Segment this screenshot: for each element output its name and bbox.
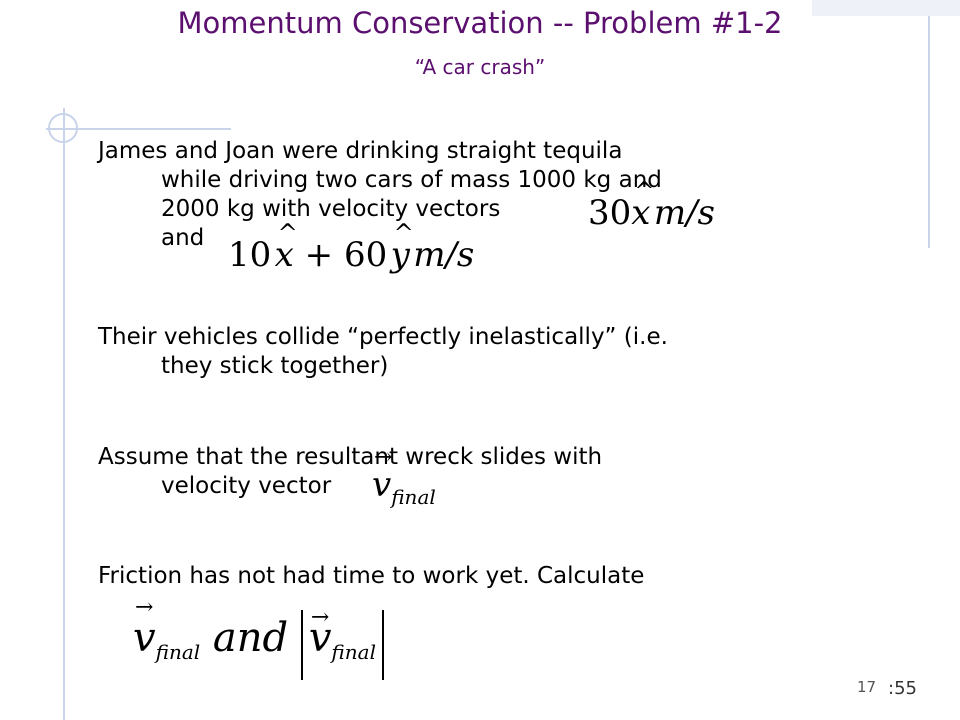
equation-velocity-2: 10 ^ x + 60 ^ y m/s bbox=[228, 235, 474, 275]
equation-calculate: → $v_{final}$ and → $v_{final}$ bbox=[133, 610, 384, 680]
timer-label: :55 bbox=[888, 678, 917, 699]
equation-velocity-1: 30^ x m/s bbox=[588, 193, 715, 233]
slide-title: Momentum Conservation -- Problem #1-2 bbox=[177, 6, 783, 40]
p1-line2: while driving two cars of mass 1000 kg and bbox=[161, 167, 662, 193]
decor-ring-icon bbox=[48, 113, 78, 143]
equation-v-final: → $v_{final}$ bbox=[372, 465, 436, 509]
p4-line1: Friction has not had time to work yet. Calculate bbox=[98, 563, 645, 589]
p1-line3: 2000 kg with velocity vectors bbox=[161, 196, 501, 222]
paragraph-collision bbox=[98, 323, 668, 381]
slide-subtitle: “A car crash” bbox=[414, 55, 546, 79]
p2-line2: they stick together) bbox=[161, 353, 389, 379]
paragraph-assumption bbox=[98, 443, 602, 501]
p3-line1: Assume that the resultant wreck slides with bbox=[98, 444, 603, 470]
decor-vertical-line bbox=[63, 108, 65, 720]
p1-line4: and bbox=[161, 225, 205, 251]
p2-line1: Their vehicles collide “perfectly inelastically” (i.e. bbox=[98, 324, 668, 350]
page-number: 17 bbox=[857, 678, 877, 696]
p1-line1: James and Joan were drinking straight tequila bbox=[98, 138, 623, 164]
paragraph-calculate bbox=[98, 562, 644, 591]
p3-line2: velocity vector bbox=[161, 473, 332, 499]
magnitude-bars: → $v_{final}$ bbox=[301, 610, 384, 680]
